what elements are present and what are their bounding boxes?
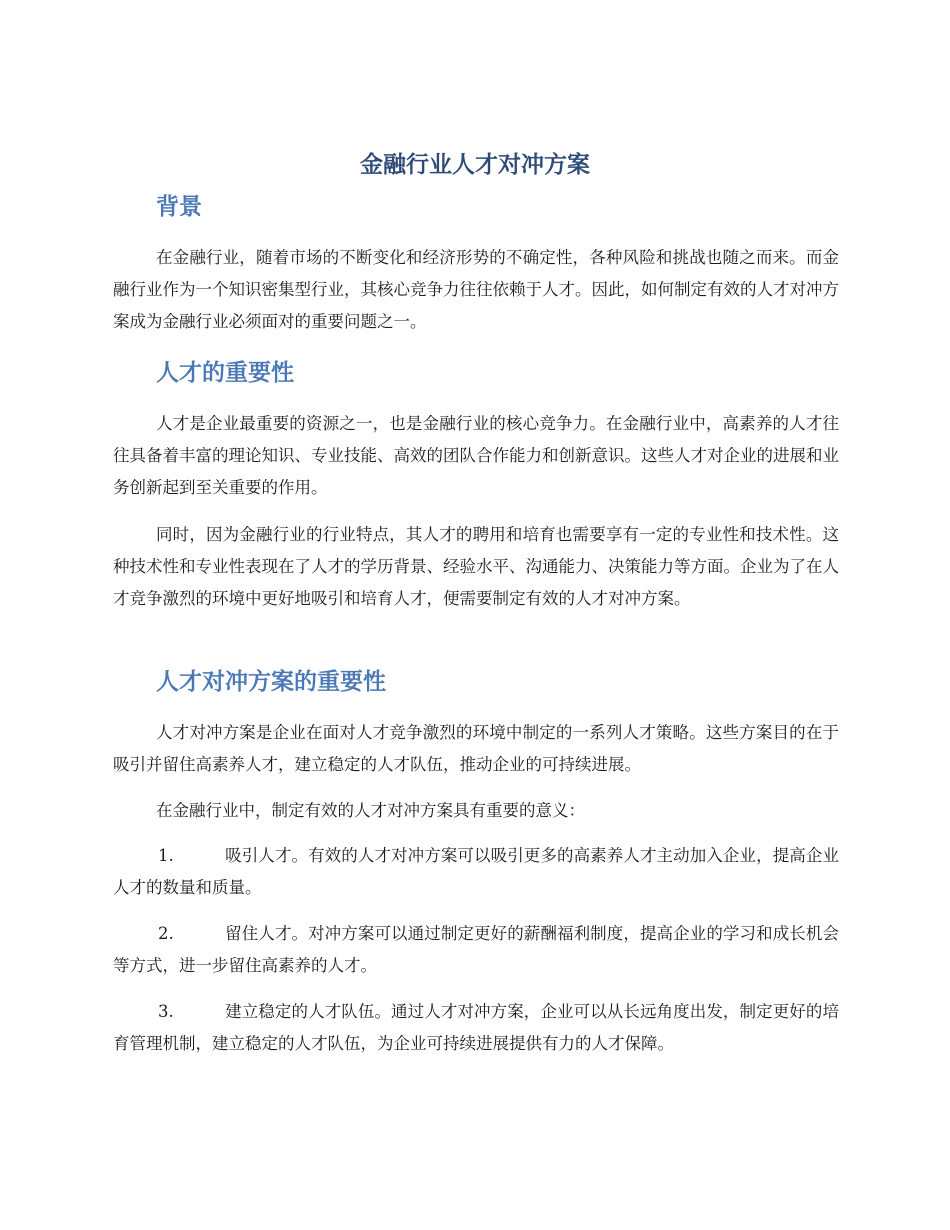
section-heading-talent-importance: 人才的重要性 bbox=[156, 360, 294, 386]
section-heading-hedge-plan-importance: 人才对冲方案的重要性 bbox=[156, 669, 386, 695]
list-item-number: 3. bbox=[158, 1002, 174, 1021]
list-item bbox=[113, 918, 839, 982]
list-item-number: 2. bbox=[158, 924, 174, 943]
paragraph-talent-importance-1: 人才是企业最重要的资源之一，也是金融行业的核心竞争力。在金融行业中，高素养的人才往往具备着丰富的理论知识、专业技能、高效的团队合作能力和创新意识。这些人才对企业的进展和业务创新起到至关重要的作用。 bbox=[113, 414, 839, 497]
list-item bbox=[113, 996, 839, 1060]
paragraph-talent-importance-2: 同时，因为金融行业的行业特点，其人才的聘用和培育也需要享有一定的专业性和技术性。这种技术性和专业性表现在了人才的学历背景、经验水平、沟通能力、决策能力等方面。企业为了在人才竞争激烈的环境中更好地吸引和培育人才，便需要制定有效的人才对冲方案。 bbox=[113, 525, 839, 608]
paragraph-background: 在金融行业，随着市场的不断变化和经济形势的不确定性，各种风险和挑战也随之而来。而金融行业作为一个知识密集型行业，其核心竞争力往往依赖于人才。因此，如何制定有效的人才对冲方案成为金融行业必须面对的重要问题之一。 bbox=[113, 248, 839, 331]
list-item bbox=[113, 840, 839, 904]
list-item-text: 建立稳定的人才队伍。通过人才对冲方案，企业可以从长远角度出发，制定更好的培育管理机制，建立稳定的人才队伍，为企业可持续进展提供有力的人才保障。 bbox=[113, 1002, 839, 1053]
list-item-number: 1. bbox=[158, 846, 174, 865]
document-title: 金融行业人才对冲方案 bbox=[360, 152, 590, 178]
paragraph-hedge-plan-1: 人才对冲方案是企业在面对人才竞争激烈的环境中制定的一系列人才策略。这些方案目的在于吸引并留住高素养人才，建立稳定的人才队伍，推动企业的可持续进展。 bbox=[113, 723, 839, 774]
list-item-text: 吸引人才。有效的人才对冲方案可以吸引更多的高素养人才主动加入企业，提高企业人才的数量和质量。 bbox=[113, 846, 839, 897]
paragraph-hedge-plan-2: 在金融行业中，制定有效的人才对冲方案具有重要的意义： bbox=[156, 801, 585, 820]
section-heading-background: 背景 bbox=[156, 194, 202, 220]
list-item-text: 留住人才。对冲方案可以通过制定更好的薪酬福利制度，提高企业的学习和成长机会等方式，进一步留住高素养的人才。 bbox=[113, 924, 839, 975]
